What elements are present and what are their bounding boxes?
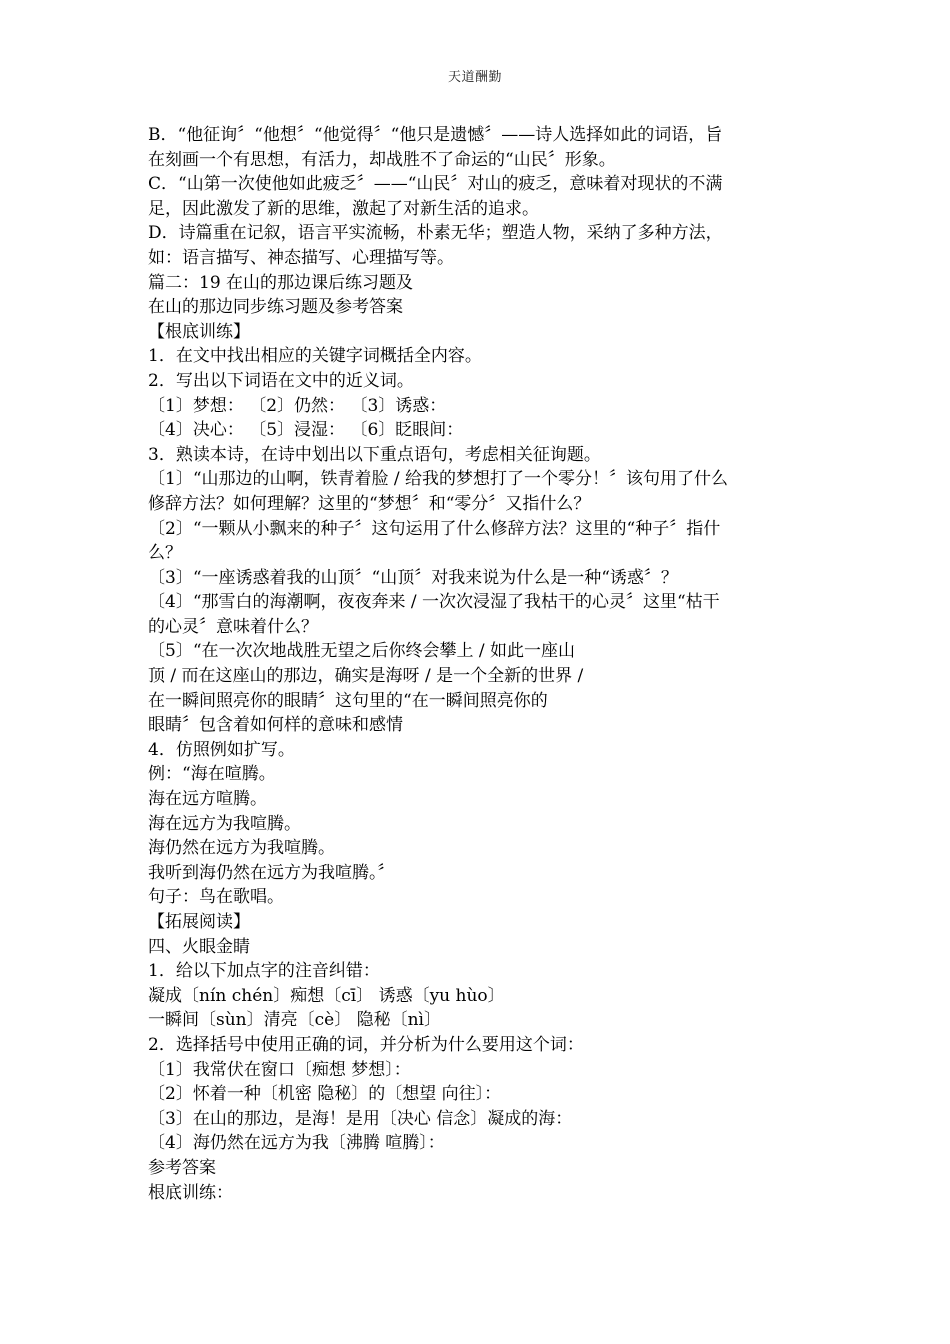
page-header: 天道酬勤	[447, 70, 502, 85]
body-line: C．“山第一次使他如此疲乏〞——“山民〞对山的疲乏，意味着对现状的不满	[148, 174, 723, 195]
answer-heading: 根底训练：	[148, 1182, 233, 1203]
question-line: 〔1〕梦想： 〔2〕仍然： 〔3〕诱惑：	[148, 395, 447, 416]
question-line: 3．熟读本诗，在诗中划出以下重点语句，考虑相关征询题。	[148, 444, 601, 465]
question-line: 么？	[148, 543, 182, 564]
question-line: 2．写出以下词语在文中的近义词。	[148, 370, 414, 391]
question-line: 顶 / 而在这座山的那边，确实是海呀 / 是一个全新的世界 /	[148, 666, 584, 687]
example-line: 句子：鸟在歌唱。	[148, 887, 284, 908]
question-line: 的心灵〞意味着什么？	[148, 616, 318, 637]
question-line: 〔2〕怀着一种〔机密 隐秘〕的〔想望 向往〕：	[148, 1084, 502, 1105]
question-line: 〔1〕“山那边的山啊，铁青着脸 / 给我的梦想打了一个零分！〞该句用了什么	[148, 469, 729, 490]
question-line: 修辞方法？如何理解？这里的“梦想〞和“零分〞又指什么？	[148, 493, 591, 514]
section-heading: 【拓展阅读】	[148, 912, 250, 932]
body-line: 足，因此激发了新的思维，激起了对新生活的追求。	[148, 198, 539, 219]
section-heading: 四、火眼金睛	[148, 936, 250, 957]
example-line: 海在远方喧腾。	[148, 789, 267, 810]
example-line: 海在远方为我喧腾。	[148, 813, 301, 834]
example-line: 海仍然在远方为我喧腾。	[148, 838, 335, 859]
question-line: 凝成〔nín chén〕痴想〔cī〕 诱惑〔yu hùo〕	[148, 985, 505, 1006]
question-line: 眼睛〞包含着如何样的意味和感情	[148, 715, 403, 736]
body-line: 如：语言描写、神态描写、心理描写等。	[148, 247, 454, 268]
section-title: 篇二：19 在山的那边课后练习题及	[148, 272, 414, 293]
example-line: 我听到海仍然在远方为我喧腾。〞	[148, 862, 395, 883]
question-line: 〔2〕“一颗从小飘来的种子〞这句运用了什么修辞方法？这里的“种子〞指什	[148, 518, 721, 539]
question-line: 4．仿照例如扩写。	[148, 739, 295, 760]
answer-heading: 参考答案	[148, 1157, 216, 1178]
question-line: 〔3〕“一座诱惑着我的山顶〞“山顶〞对我来说为什么是一种“诱惑〞？	[148, 567, 678, 588]
body-line: D．诗篇重在记叙，语言平实流畅，朴素无华；塑造人物，采纳了多种方法，	[148, 223, 723, 244]
document-body	[148, 123, 808, 1205]
question-line: 〔4〕海仍然在远方为我〔沸腾 喧腾〕：	[148, 1133, 445, 1154]
question-line: 1．在文中找出相应的关键字词概括全内容。	[148, 346, 482, 367]
question-line: 〔4〕决心： 〔5〕浸湿： 〔6〕眨眼间：	[148, 420, 464, 441]
section-heading: 【根底训练】	[148, 321, 250, 342]
section-subtitle: 在山的那边同步练习题及参考答案	[148, 297, 403, 318]
question-line: 〔1〕我常伏在窗口〔痴想 梦想〕：	[148, 1059, 411, 1080]
example-line: 例：“海在喧腾。	[148, 764, 276, 785]
body-line: B．“他征询〞“他想〞“他觉得〞“他只是遗憾〞——诗人选择如此的词语，旨	[148, 125, 723, 145]
body-line: 在刻画一个有思想，有活力，却战胜不了命运的“山民〞形象。	[148, 149, 616, 170]
question-line: 〔3〕在山的那边，是海！是用〔决心 信念〕凝成的海：	[148, 1108, 573, 1129]
question-line: 在一瞬间照亮你的眼睛〞这句里的“在一瞬间照亮你的	[148, 690, 548, 711]
question-line: 〔5〕“在一次次地战胜无望之后你终会攀上 / 如此一座山	[148, 641, 576, 662]
question-line: 2．选择括号中使用正确的词，并分析为什么要用这个词：	[148, 1034, 584, 1055]
question-line: 一瞬间〔sùn〕清亮〔cè〕 隐秘〔nì〕	[148, 1010, 441, 1031]
question-line: 〔4〕“那雪白的海潮啊，夜夜奔来 / 一次次浸湿了我枯干的心灵〞这里“枯干	[148, 592, 720, 613]
question-line: 1．给以下加点字的注音纠错：	[148, 961, 380, 982]
